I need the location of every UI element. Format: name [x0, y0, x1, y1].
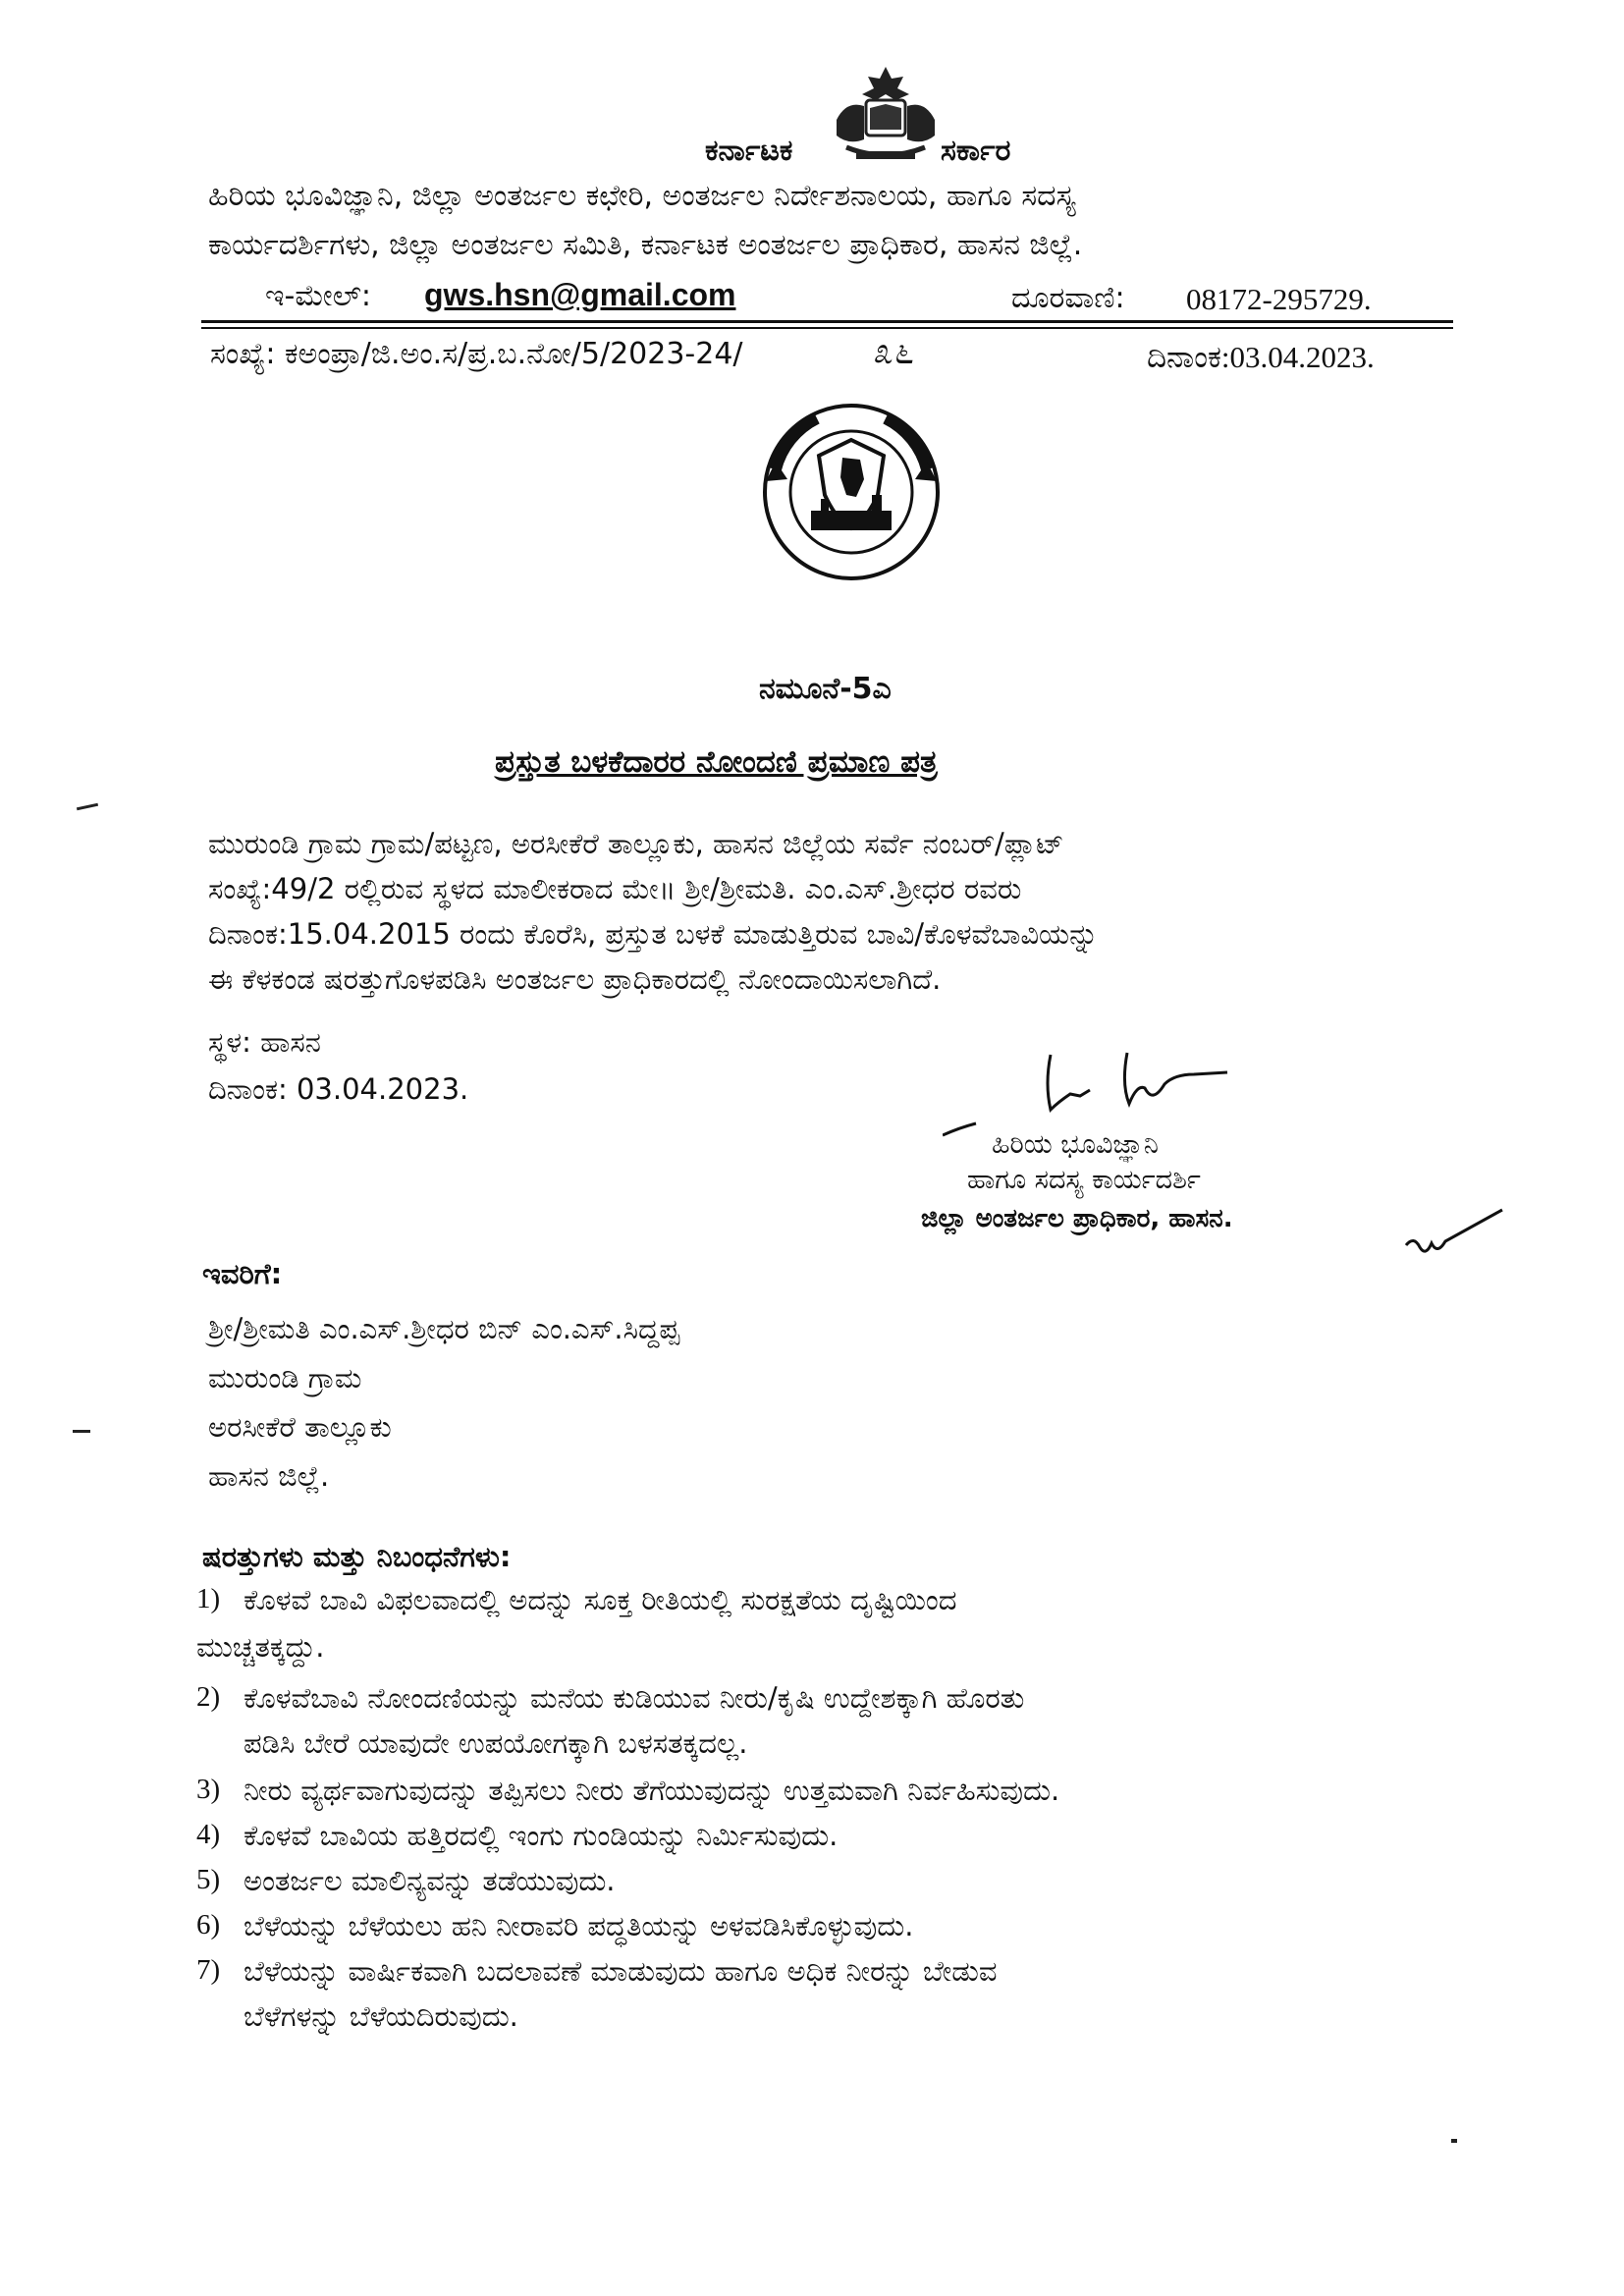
- scan-dot-mark: [1451, 2139, 1457, 2143]
- addressee-line: ಮುರುಂಡಿ ಗ್ರಾಮ: [208, 1361, 362, 1394]
- condition-text: ನೀರು ವ್ಯರ್ಥವಾಗುವುದನ್ನು ತಪ್ಪಿಸಲು ನೀರು ತೆಗೆಯುವುದನ್ನು ಉತ್ತಮವಾಗಿ ನಿರ್ವಹಿಸುವುದು.: [244, 1774, 1060, 1807]
- phone-label: ದೂರವಾಣಿ:: [1011, 281, 1125, 315]
- condition-text: ಅಂತರ್ಜಲ ಮಾಲಿನ್ಯವನ್ನು ತಡೆಯುವುದು.: [244, 1864, 616, 1897]
- condition-text-continued: ಮುಚ್ಚತಕ್ಕದ್ದು.: [196, 1630, 325, 1664]
- reference-number: ಸಂಖ್ಯೆ: ಕಅಂಪ್ರಾ/ಜಿ.ಅಂ.ಸ/ಪ್ರ.ಬ.ನೋ/5/2023-24/: [210, 337, 743, 371]
- condition-text: ಕೊಳವೆ ಬಾವಿ ವಿಫಲವಾದಲ್ಲಿ ಅದನ್ನು ಸೂಕ್ತ ರೀತಿಯಲ್ಲಿ ಸುರಕ್ಷತೆಯ ದೃಷ್ಟಿಯಿಂದ: [244, 1583, 957, 1616]
- signatory-role: ಹಾಗೂ ಸದಸ್ಯ ಕಾರ್ಯದರ್ಶಿ: [967, 1165, 1201, 1195]
- addressee-line: ಹಾಸನ ಜಿಲ್ಲೆ.: [208, 1459, 330, 1493]
- condition-number: 4): [196, 1819, 221, 1850]
- conditions-heading: ಷರತ್ತುಗಳು ಮತ್ತು ನಿಬಂಧನೆಗಳು:: [202, 1540, 512, 1573]
- condition-number: 1): [196, 1583, 221, 1614]
- condition-number: 6): [196, 1909, 221, 1941]
- groundwater-authority-logo-icon: [758, 401, 945, 583]
- email-label: ಇ-ಮೇಲ್:: [265, 279, 371, 313]
- condition-number: 7): [196, 1954, 221, 1986]
- issue-date: ದಿನಾಂಕ: 03.04.2023.: [208, 1072, 469, 1106]
- condition-text: ಬೆಳೆಯನ್ನು ವಾರ್ಷಿಕವಾಗಿ ಬದಲಾವಣೆ ಮಾಡುವುದು ಹಾಗೂ ಅಧಿಕ ನೀರನ್ನು ಬೇಡುವ: [244, 1954, 998, 1988]
- condition-text-continued: ಬೆಳೆಗಳನ್ನು ಬೆಳೆಯದಿರುವುದು.: [244, 1999, 518, 2033]
- certificate-title: ಪ್ರಸ್ತುತ ಬಳಕೆದಾರರ ನೋಂದಣಿ ಪ್ರಮಾಣ ಪತ್ರ: [495, 744, 938, 780]
- phone-number: 08172-295729.: [1186, 282, 1372, 316]
- scan-margin-mark: [73, 1430, 90, 1433]
- addressee-line: ಅರಸೀಕೆರೆ ತಾಲ್ಲೂಕು: [208, 1410, 392, 1444]
- paragraph-line: ದಿನಾಂಕ:15.04.2015 ರಂದು ಕೊರೆಸಿ, ಪ್ರಸ್ತುತ ಬಳಕೆ ಮಾಡುತ್ತಿರುವ ಬಾವಿ/ಕೊಳವೆಬಾವಿಯನ್ನು: [208, 917, 1099, 951]
- condition-number: 3): [196, 1774, 221, 1805]
- header-rule-top: [201, 320, 1453, 323]
- email-link[interactable]: gws.hsn@gmail.com: [424, 277, 736, 312]
- karnataka-emblem-icon: [827, 61, 945, 169]
- addressee-label: ಇವರಿಗೆ:: [202, 1257, 283, 1290]
- signatory-designation: ಹಿರಿಯ ಭೂವಿಜ್ಞಾನಿ: [992, 1129, 1159, 1160]
- header-date: ದಿನಾಂಕ:03.04.2023.: [1147, 340, 1375, 374]
- paragraph-line: ಸಂಖ್ಯೆ:49/2 ರಲ್ಲಿರುವ ಸ್ಥಳದ ಮಾಲೀಕರಾದ ಮೇ॥ ಶ್ರೀ/ಶ್ರೀಮತಿ. ಎಂ.ಎಸ್.ಶ್ರೀಧರ ರವರು: [208, 872, 1022, 905]
- reference-handwritten-number: ೩೬: [872, 331, 914, 372]
- govt-name-left: ಕರ್ನಾಟಕ: [705, 134, 793, 168]
- condition-text: ಕೊಳವೆ ಬಾವಿಯ ಹತ್ತಿರದಲ್ಲಿ ಇಂಗು ಗುಂಡಿಯನ್ನು ನಿರ್ಮಿಸುವುದು.: [244, 1819, 839, 1852]
- condition-text-continued: ಪಡಿಸಿ ಬೇರೆ ಯಾವುದೇ ಉಪಯೋಗಕ್ಕಾಗಿ ಬಳಸತಕ್ಕದಲ್ಲ.: [244, 1726, 748, 1760]
- handwritten-signature: [943, 1045, 1296, 1143]
- scan-margin-mark: [77, 803, 98, 811]
- signature-stamp-mark: [1404, 1206, 1512, 1265]
- signatory-office: ಜಿಲ್ಲಾ ಅಂತರ್ಜಲ ಪ್ರಾಧಿಕಾರ, ಹಾಸನ.: [921, 1204, 1233, 1233]
- office-line-1: ಹಿರಿಯ ಭೂವಿಜ್ಞಾನಿ, ಜಿಲ್ಲಾ ಅಂತರ್ಜಲ ಕಛೇರಿ, ಅಂತರ್ಜಲ ನಿರ್ದೇಶನಾಲಯ, ಹಾಗೂ ಸದಸ್ಯ: [208, 179, 1076, 213]
- condition-text: ಬೆಳೆಯನ್ನು ಬೆಳೆಯಲು ಹನಿ ನೀರಾವರಿ ಪದ್ಧತಿಯನ್ನು ಅಳವಡಿಸಿಕೊಳ್ಳುವುದು.: [244, 1909, 914, 1942]
- paragraph-line: ಈ ಕೆಳಕಂಡ ಷರತ್ತುಗೊಳಪಡಿಸಿ ಅಂತರ್ಜಲ ಪ್ರಾಧಿಕಾರದಲ್ಲಿ ನೋಂದಾಯಿಸಲಾಗಿದೆ.: [208, 962, 942, 996]
- addressee-line: ಶ್ರೀ/ಶ್ರೀಮತಿ ಎಂ.ಎಸ್.ಶ್ರೀಧರ ಬಿನ್ ಎಂ.ಎಸ್.ಸಿದ್ದಪ್ಪ: [208, 1312, 680, 1345]
- paragraph-line: ಮುರುಂಡಿ ಗ್ರಾಮ ಗ್ರಾಮ/ಪಟ್ಟಣ, ಅರಸೀಕೆರೆ ತಾಲ್ಲೂಕು, ಹಾಸನ ಜಿಲ್ಲೆಯ ಸರ್ವೆ ನಂಬರ್/ಪ್ಲಾಟ್: [208, 827, 1064, 860]
- condition-text: ಕೊಳವೆಬಾವಿ ನೋಂದಣಿಯನ್ನು ಮನೆಯ ಕುಡಿಯುವ ನೀರು/ಕೃಷಿ ಉದ್ದೇಶಕ್ಕಾಗಿ ಹೊರತು: [244, 1681, 1025, 1715]
- place: ಸ್ಥಳ: ಹಾಸನ: [208, 1025, 321, 1059]
- condition-number: 5): [196, 1864, 221, 1895]
- office-line-2: ಕಾರ್ಯದರ್ಶಿಗಳು, ಜಿಲ್ಲಾ ಅಂತರ್ಜಲ ಸಮಿತಿ, ಕರ್ನಾಟಕ ಅಂತರ್ಜಲ ಪ್ರಾಧಿಕಾರ, ಹಾಸನ ಜಿಲ್ಲೆ.: [208, 228, 1083, 262]
- header-rule-bottom: [201, 327, 1453, 329]
- form-number: ನಮೂನೆ-5ಎ: [759, 672, 892, 706]
- condition-number: 2): [196, 1681, 221, 1713]
- govt-name-right: ಸರ್ಕಾರ: [941, 134, 1011, 168]
